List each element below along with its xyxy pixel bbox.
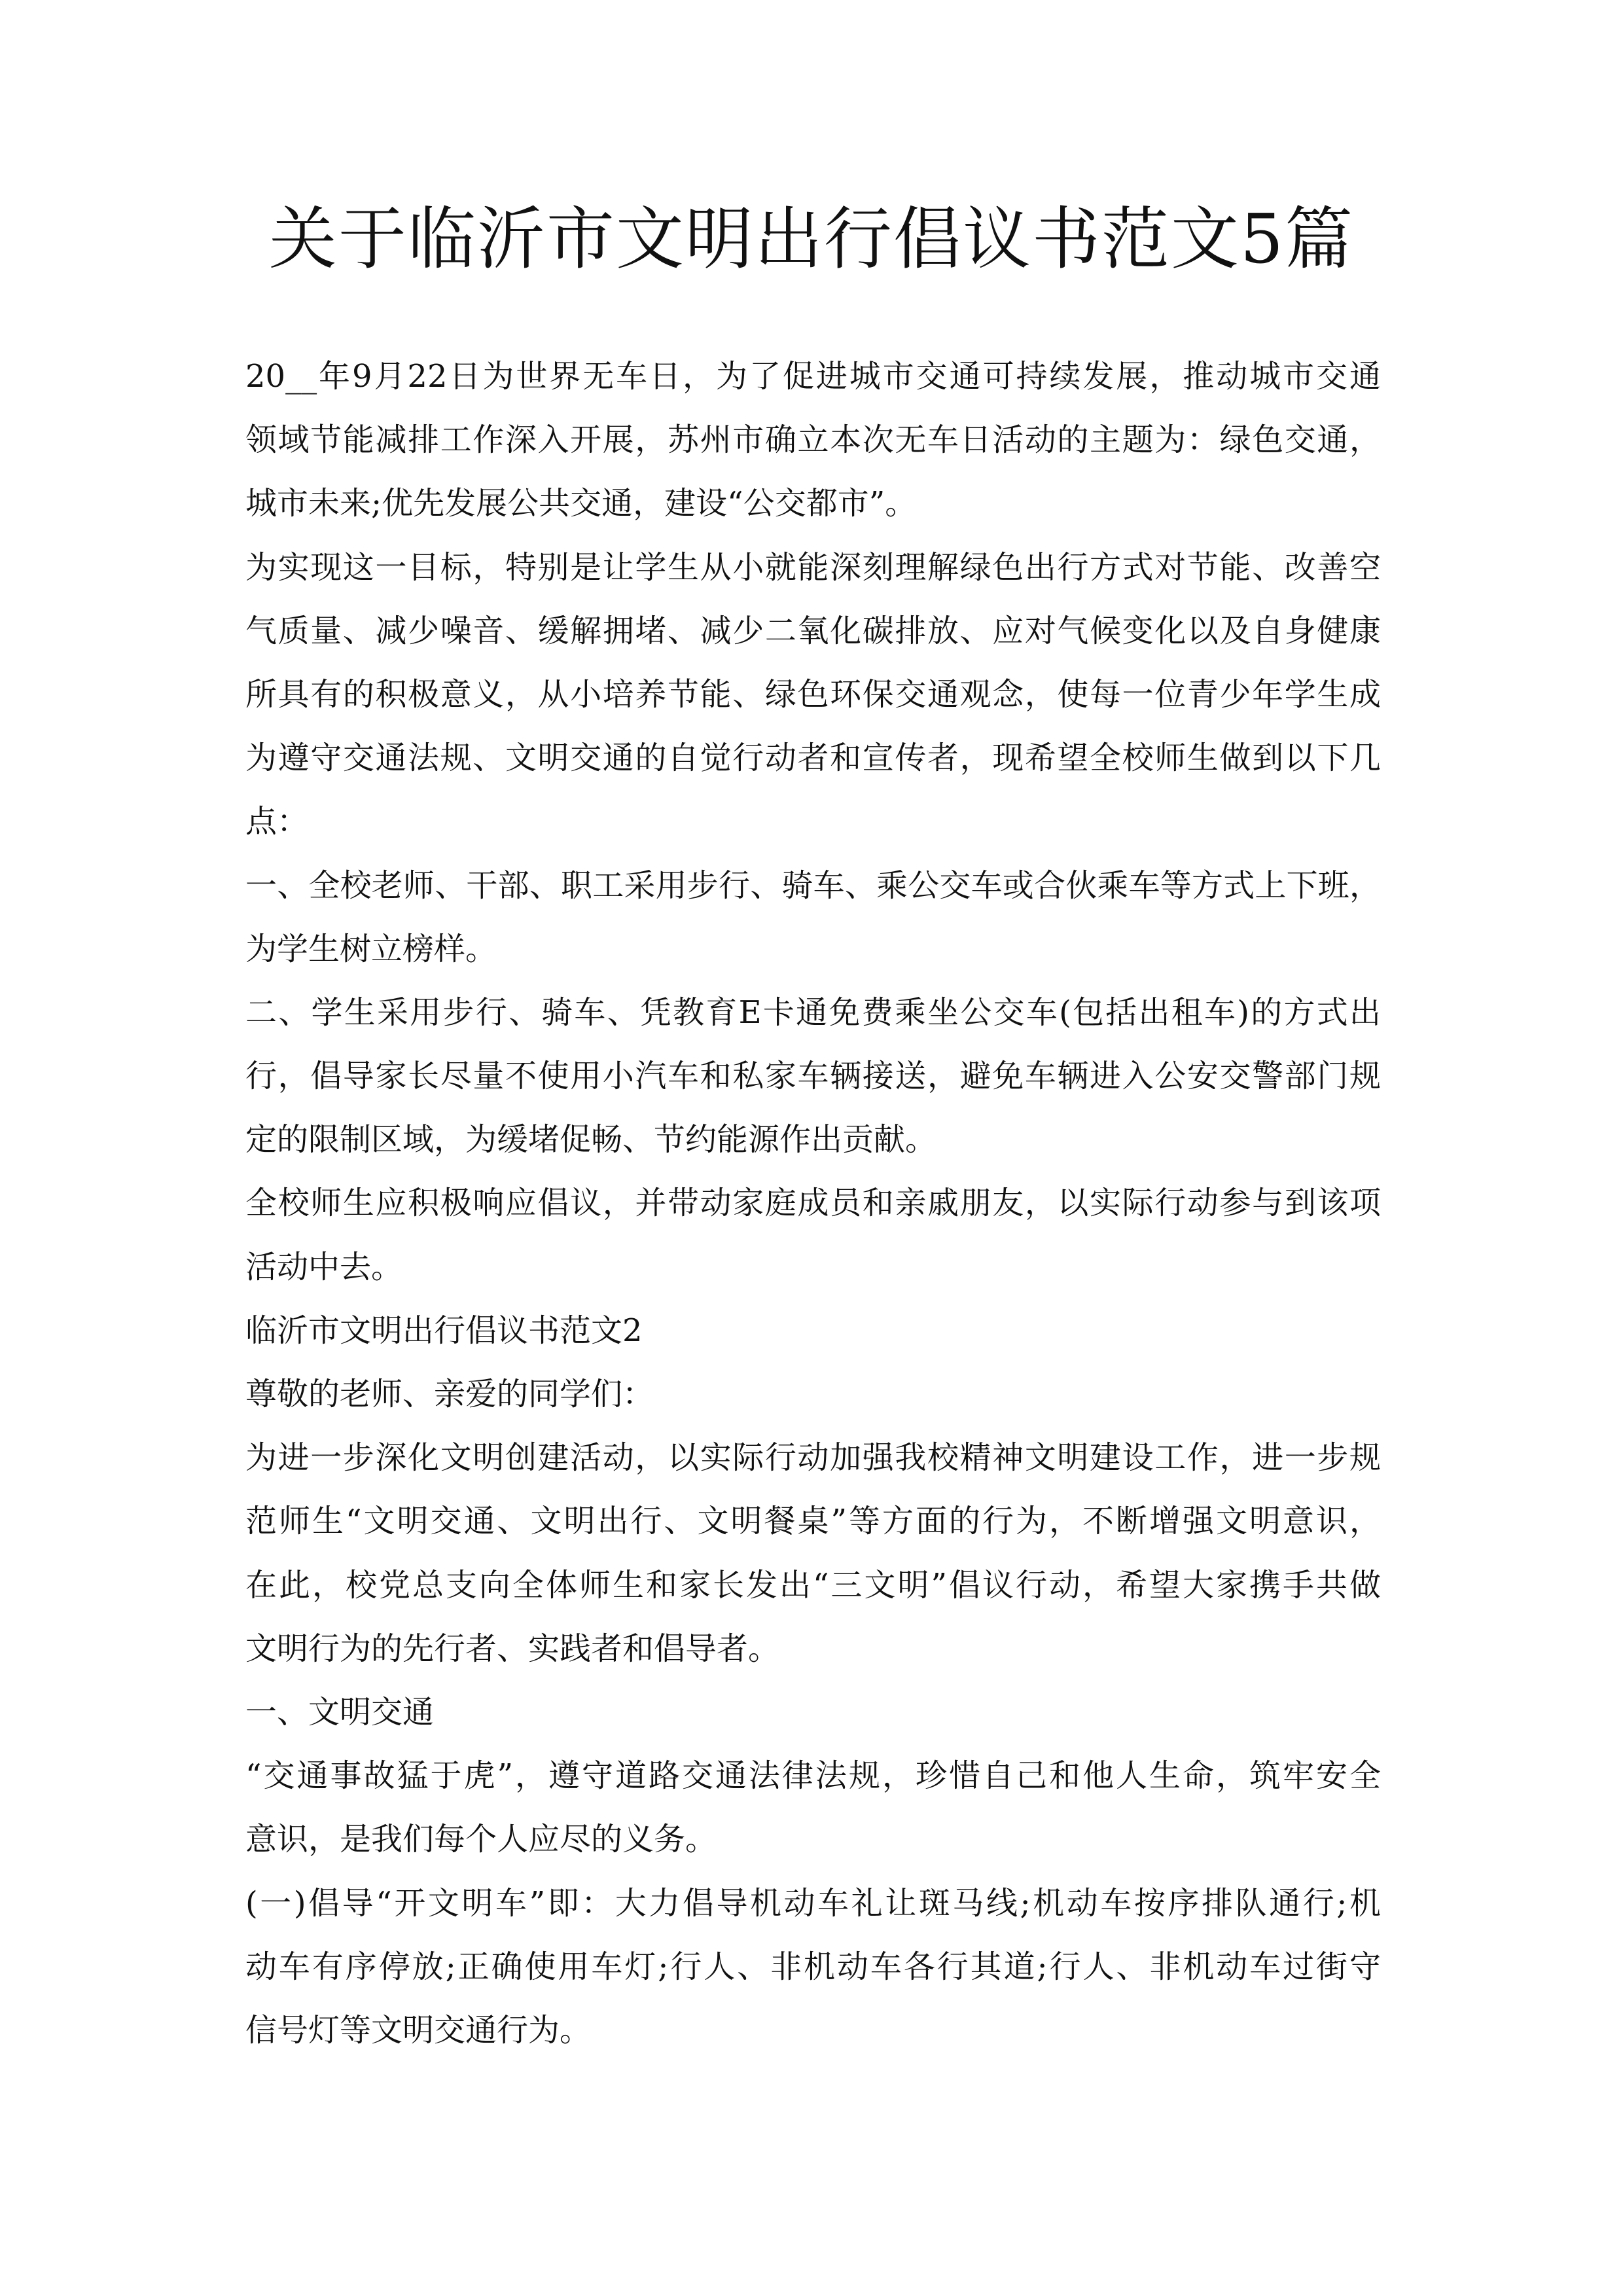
text-line: 文明行为的先行者、实践者和倡导者。 (245, 1630, 780, 1667)
text-line: 意识，是我们每个人应尽的义务。 (245, 1821, 717, 1858)
text-line: 全校师生应积极响应倡议，并带动家庭成员和亲戚朋友，以实际行动参与到该项 (245, 1185, 1381, 1222)
text-line: 在此，校党总支向全体师生和家长发出“三文明”倡议行动，希望大家携手共做 (245, 1566, 1381, 1604)
text-line: 20__年9月22日为世界无车日，为了促进城市交通可持续发展，推动城市交通 (245, 358, 1381, 395)
text-line: 为实现这一目标，特别是让学生从小就能深刻理解绿色出行方式对节能、改善空 (245, 548, 1381, 586)
text-line: (一)倡导“开文明车”即：大力倡导机动车礼让斑马线;机动车按序排队通行;机 (245, 1884, 1381, 1922)
text-line: 气质量、减少噪音、缓解拥堵、减少二氧化碳排放、应对气候变化以及自身健康 (245, 612, 1381, 649)
text-line: 一、文明交通 (245, 1693, 435, 1731)
text-line: 临沂市文明出行倡议书范文2 (245, 1312, 643, 1349)
text-line: 城市未来;优先发展公共交通，建设“公交都市”。 (245, 485, 917, 522)
text-line: 行，倡导家长尽量不使用小汽车和私家车辆接送，避免车辆进入公安交警部门规 (245, 1058, 1381, 1095)
text-line: 所具有的积极意义，从小培养节能、绿色环保交通观念，使每一位青少年学生成 (245, 675, 1381, 713)
text-line: 定的限制区域，为缓堵促畅、节约能源作出贡献。 (245, 1121, 937, 1158)
document-title: 关于临沂市文明出行倡议书范文5篇 (268, 199, 1355, 279)
text-line: “交通事故猛于虎”，遵守道路交通法律法规，珍惜自己和他人生命，筑牢安全 (245, 1757, 1381, 1795)
text-line: 为遵守交通法规、文明交通的自觉行动者和宣传者，现希望全校师生做到以下几 (245, 740, 1381, 777)
text-line: 尊敬的老师、亲爱的同学们： (245, 1376, 654, 1412)
text-line: 点： (245, 803, 309, 840)
text-line: 为进一步深化文明创建活动，以实际行动加强我校精神文明建设工作，进一步规 (245, 1439, 1381, 1477)
text-line: 二、学生采用步行、骑车、凭教育E卡通免费乘坐公交车(包括出租车)的方式出 (245, 994, 1381, 1031)
text-line: 一、全校老师、干部、职工采用步行、骑车、乘公交车或合伙乘车等方式上下班， (245, 867, 1381, 904)
text-line: 领域节能减排工作深入开展，苏州市确立本次无车日活动的主题为：绿色交通， (245, 422, 1381, 459)
document-body (245, 345, 1381, 2062)
text-line: 信号灯等文明交通行为。 (245, 2011, 592, 2049)
text-line: 活动中去。 (245, 1248, 403, 1285)
text-line: 范师生“文明交通、文明出行、文明餐桌”等方面的行为，不断增强文明意识， (245, 1503, 1381, 1540)
text-line: 为学生树立榜样。 (245, 930, 497, 967)
text-line: 动车有序停放;正确使用车灯;行人、非机动车各行其道;行人、非机动车过街守 (245, 1948, 1381, 1985)
